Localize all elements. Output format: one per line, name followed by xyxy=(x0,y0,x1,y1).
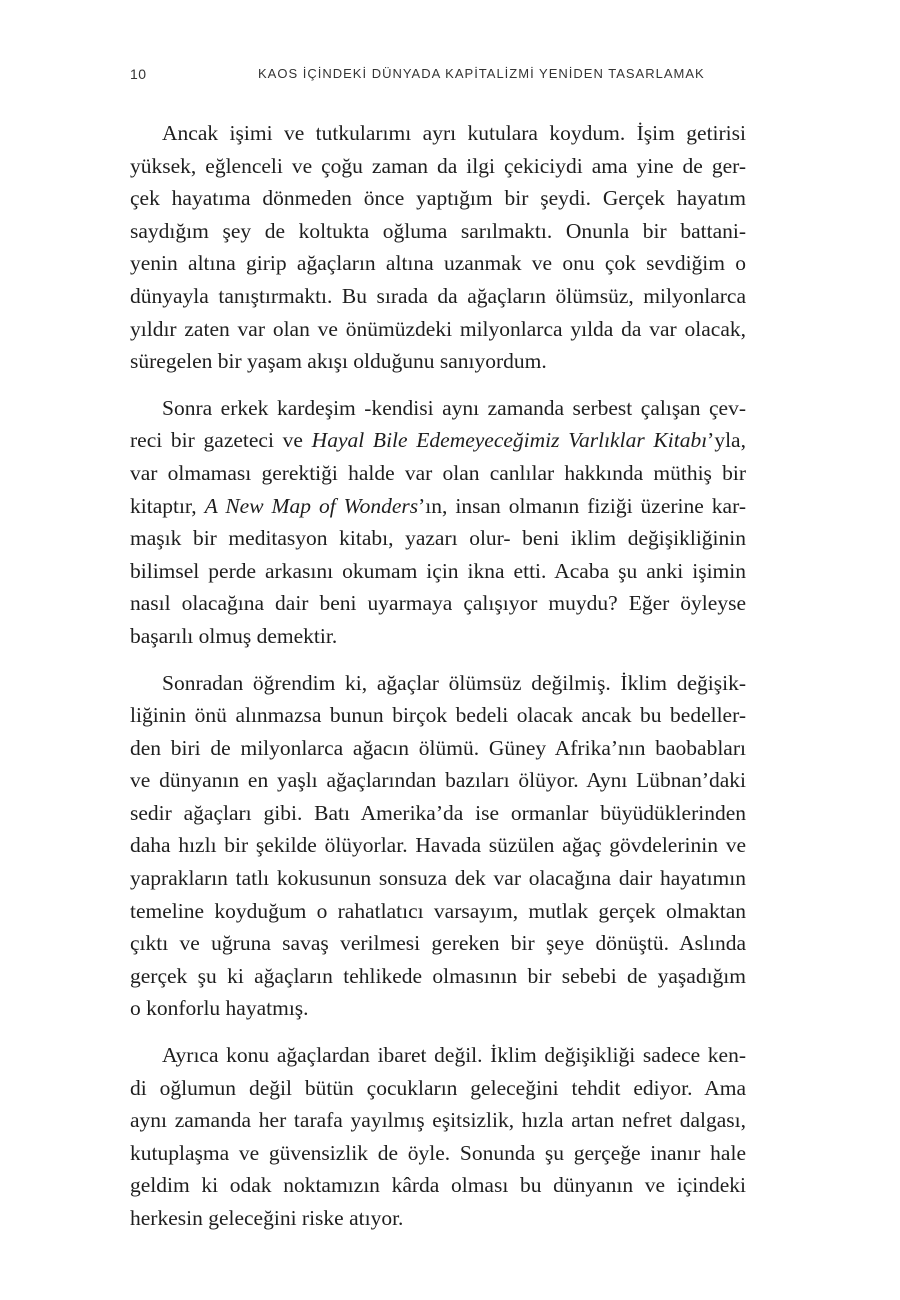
text-line: gerçek şu ki ağaçların tehlikede olmasının bir sebebi de yaşadığım xyxy=(130,963,746,988)
text-line: var olmaması gerektiği halde var olan canlılar hakkında müthiş bir xyxy=(130,460,746,485)
text-line: başarılı olmuş demektir. xyxy=(130,623,338,648)
text-line: çek hayatıma dönmeden önce yaptığım bir şeydi. Gerçek hayatım xyxy=(130,186,746,211)
text-line: çıktı ve uğruna savaş verilmesi gereken bir şeye dönüştü. Aslında xyxy=(130,931,746,956)
text-line: yenin altına girip ağaçların altına uzanmak ve onu çok sevdiğim o xyxy=(130,251,746,276)
page-number: 10 xyxy=(130,66,147,82)
text-line: di oğlumun değil bütün çocukların geleceğini tehdit ediyor. Ama xyxy=(130,1075,746,1100)
paragraph-1 xyxy=(130,117,746,378)
text-line: süregelen bir yaşam akışı olduğunu sanıyordum. xyxy=(130,349,547,374)
text-line: bilimsel perde arkasını okumam için ikna etti. Acaba şu anki işimin xyxy=(130,558,746,583)
text-line: yaprakların tatlı kokusunun sonsuza dek var olacağına dair hayatımın xyxy=(130,866,746,891)
text-segment: reci bir gazeteci ve xyxy=(130,428,312,453)
text-line: herkesin geleceğini riske atıyor. xyxy=(130,1206,404,1230)
text-line: sedir ağaçları gibi. Batı Amerika’da ise ormanlar büyüdüklerinden xyxy=(130,800,746,825)
text-line: maşık bir meditasyon kitabı, yazarı olur- beni iklim değişikliğinin xyxy=(130,526,746,551)
text-segment: ’yla, xyxy=(707,428,746,453)
paragraph-3 xyxy=(130,667,746,1026)
text-segment: ’ın, insan olmanın fiziği üzerine kar- xyxy=(418,493,746,518)
text-line: kutuplaşma ve güvensizlik de öyle. Sonunda şu gerçeğe inanır hale xyxy=(130,1140,746,1165)
text-line: yıldır zaten var olan ve önümüzdeki milyonlarca yılda da var olacak, xyxy=(130,316,746,341)
text-line: temeline koyduğum o rahatlatıcı varsayım, mutlak gerçek olmaktan xyxy=(130,898,746,923)
text-line: Sonradan öğrendim ki, ağaçlar ölümsüz değilmiş. İklim değişik- xyxy=(162,670,746,695)
text-line: dünyayla tanıştırmaktı. Bu sırada da ağaçların ölümsüz, milyonlarca xyxy=(130,283,746,308)
text-line: liğinin önü alınmazsa bunun birçok bedeli olacak ancak bu bedeller- xyxy=(130,703,746,728)
text-segment: kitaptır, xyxy=(130,493,205,518)
text-line: Ayrıca konu ağaçlardan ibaret değil. İklim değişikliği sadece ken- xyxy=(162,1043,746,1068)
text-line: geldim ki odak noktamızın kârda olması bu dünyanın ve içindeki xyxy=(130,1173,746,1198)
book-title-italic: Hayal Bile Edemeyeceğimiz Varlıklar Kitabı xyxy=(311,428,708,453)
text-line: ve dünyanın en yaşlı ağaçlarından bazıları ölüyor. Aynı Lübnan’daki xyxy=(130,768,746,793)
text-line xyxy=(130,424,746,457)
text-line: aynı zamanda her tarafa yayılmış eşitsizlik, hızla artan nefret dalgası, xyxy=(130,1108,746,1133)
text-line xyxy=(130,490,746,523)
paragraph-2 xyxy=(130,392,746,653)
text-line: Ancak işimi ve tutkularımı ayrı kutulara koydum. İşim getirisi xyxy=(162,121,746,145)
text-line: o konforlu hayatmış. xyxy=(130,996,309,1021)
running-head-title: KAOS İÇİNDEKİ DÜNYADA KAPİTALİZMİ YENİDEN TASARLAMAK xyxy=(258,66,705,81)
body-text xyxy=(130,117,746,1249)
text-line: yüksek, eğlenceli ve çoğu zaman da ilgi çekiciydi ama yine de ger- xyxy=(130,153,746,178)
text-line: saydığım şey de koltukta oğluma sarılmaktı. Onunla bir battani- xyxy=(130,218,746,243)
text-line: den biri de milyonlarca ağacın ölümü. Güney Afrika’nın baobabları xyxy=(130,735,746,760)
text-line: daha hızlı bir şekilde ölüyorlar. Havada süzülen ağaç gövdelerinin ve xyxy=(130,833,746,858)
book-title-italic: A New Map of Wonders xyxy=(204,493,419,518)
text-line: Sonra erkek kardeşim -kendisi aynı zamanda serbest çalışan çev- xyxy=(162,395,746,420)
text-line: nasıl olacağına dair beni uyarmaya çalışıyor muydu? Eğer öyleyse xyxy=(130,591,746,616)
paragraph-4 xyxy=(130,1039,746,1235)
